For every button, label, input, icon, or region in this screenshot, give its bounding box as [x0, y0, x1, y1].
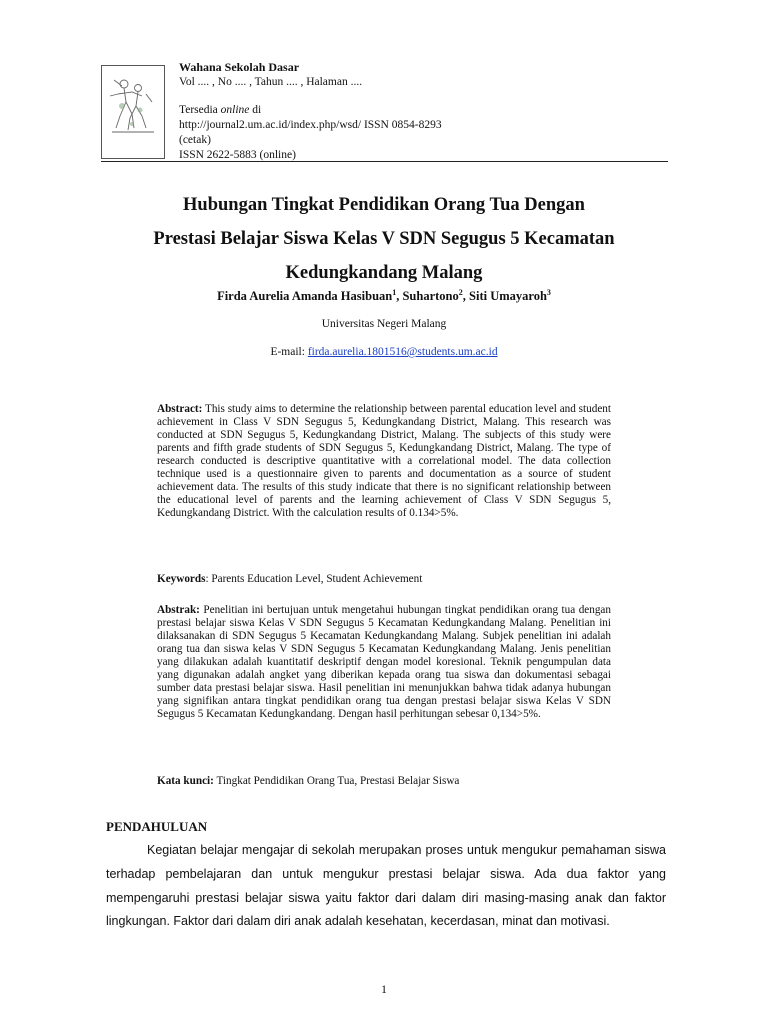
journal-volume: Vol .... , No .... , Tahun .... , Halaman .... [179, 76, 363, 88]
abstract-label: Abstract: [157, 403, 203, 415]
body-paragraph: Kegiatan belajar mengajar di sekolah merupakan proses untuk mengukur pemahaman siswa terhadap pembelajaran dan untuk mengukur prestasi belajar siswa. Ada dua faktor yang mempengaruhi prestasi belajar siswa yaitu faktor dari dalam diri masing-masing anak dan faktor lingkungan. Faktor dari dalam diri anak adalah kesehatan, kecerdasan, minat dan motivasi. [106, 843, 666, 929]
keywords-label: Keywords [157, 573, 206, 585]
abstrak-label: Abstrak: [157, 604, 200, 616]
children-drawing-icon [102, 66, 164, 158]
page-number: 1 [381, 982, 387, 996]
email-link[interactable]: firda.aurelia.1801516@students.um.ac.id [307, 346, 498, 358]
journal-name: Wahana Sekolah Dasar [179, 60, 300, 74]
keywords-english [157, 573, 611, 586]
title-line-2: Prestasi Belajar Siswa Kelas V SDN Segugus 5 Kecamatan [153, 229, 615, 249]
abstract-english [157, 403, 611, 520]
email-line [84, 346, 684, 358]
keywords-indonesian [157, 775, 611, 788]
journal-logo-icon [101, 65, 165, 159]
kata-kunci-text: Tingkat Pendidikan Orang Tua, Prestasi Belajar Siswa [213, 775, 460, 787]
title-line-3: Kedungkandang Malang [285, 263, 483, 283]
affiliation: Universitas Negeri Malang [321, 318, 447, 330]
abstract-text: This study aims to determine the relationship between parental education level and student achievement in Class V SDN Segugus 5, Kedungkandang District, Malang. This research was conducted at SDN Segugus 5, Kedungkandang District, Malang. The subjects of this study were parents and fifth grade students of SDN Segugus 5, Kedungkandang District, Malang. The type of research conducted is descriptive quantitative with a correlational model. The data collection technique used is a questionnaire given to parents and documentation as a source of student achievement data. The results of this study indicate that there is no significant relationship between the educational level of parents and the learning achievement of Class V SDN Segugus 5, Kedungkandang District. With the calculation results of 0.134>5%. [157, 403, 611, 519]
abstrak-text: Penelitian ini bertujuan untuk mengetahui hubungan tingkat pendidikan orang tua dengan prestasi belajar siswa Kelas V SDN Segugus 5 Kecamatan Kedungkandang Malang. Penelitian ini dilaksanakan di SDN Segugus 5 Kecamatan Kedungkandang Malang. Subjek penelitian ini adalah orang tua dan siswa kelas V SDN Segugus 5 Kecamatan Kedungkandang Malang. Jenis penelitian yang dilakukan adalah kuantitatif deskriptif dengan model koresional. Teknik pengumpulan data yang digunakan adalah angket yang diberikan kepada orang tua siswa dan dokumentasi sebagai sumber data prestasi belajar siswa. Hasil penelitian ini menunjukkan bahwa tidak adanya hubungan yang signifikan antara tingkat pendidikan orang tua dengan prestasi belajar siswa Kelas V SDN Segugus 5 Kecamatan Kedungkandang. Dengan hasil perhitungan sebesar 0,134>5%. [157, 604, 611, 720]
section-heading: PENDAHULUAN [106, 819, 208, 834]
print-label: (cetak) [179, 134, 211, 146]
author-2: Suhartono [402, 289, 459, 304]
author-3: Siti Umayaroh [469, 289, 547, 304]
online-issn: ISSN 2622-5883 (online) [179, 149, 296, 161]
email-label: E-mail: [270, 346, 308, 358]
author-list: Firda Aurelia Amanda Hasibuan$^1$, Suhartono$^2$, Siti Umayaroh$^3$ [217, 288, 551, 304]
header-divider [101, 161, 668, 162]
journal-url: http://journal2.um.ac.id/index.php/wsd/ ISSN 0854-8293 [179, 119, 442, 131]
paper-title [84, 188, 684, 290]
abstract-indonesian [157, 604, 611, 721]
title-line-1: Hubungan Tingkat Pendidikan Orang Tua Dengan [183, 195, 585, 215]
author-1: Firda Aurelia Amanda Hasibuan [217, 289, 393, 304]
journal-info [179, 60, 442, 163]
kata-kunci-label: Kata kunci: [157, 775, 214, 787]
availability-line: Tersedia online di [179, 104, 262, 116]
journal-header [101, 60, 668, 160]
keywords-text: : Parents Education Level, Student Achievement [205, 573, 423, 585]
